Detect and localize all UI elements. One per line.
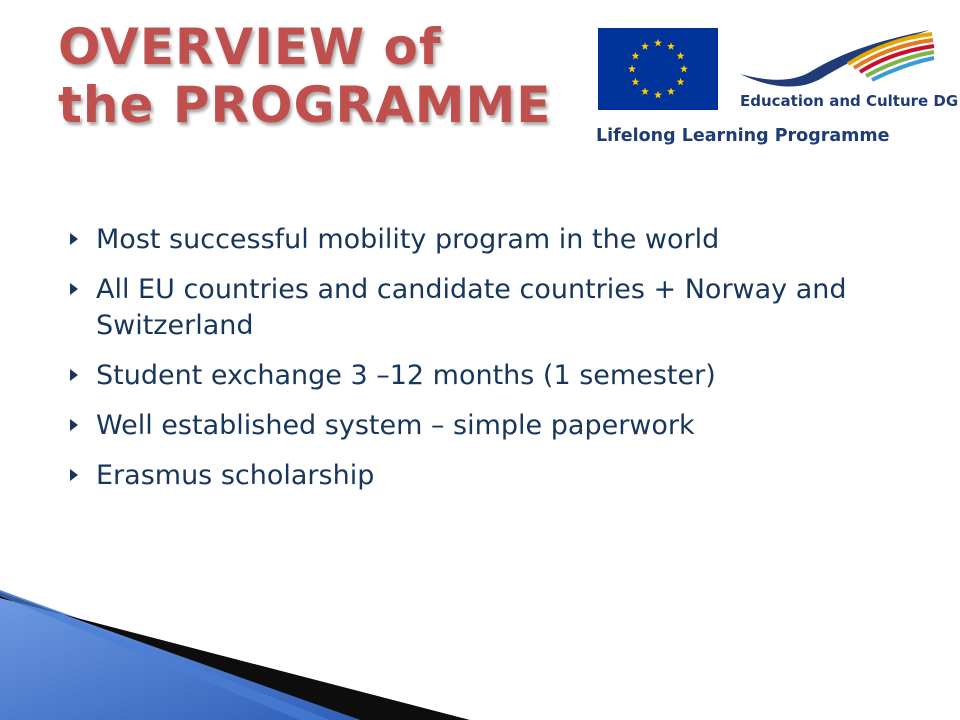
- star-icon: [628, 65, 636, 73]
- corner-decoration: [0, 590, 470, 720]
- triangle-bullet-icon: [70, 283, 78, 295]
- triangle-bullet-icon: [70, 233, 78, 245]
- eu-flag-icon: [598, 28, 718, 110]
- bullet-text: Erasmus scholarship: [96, 460, 375, 491]
- slide-title-line-2: the PROGRAMME: [58, 76, 552, 134]
- slide-title: [58, 18, 551, 134]
- lifelong-learning-logo: [590, 22, 959, 158]
- triangle-bullet-icon: [70, 469, 78, 481]
- star-icon: [631, 78, 639, 86]
- bullet-text: All EU countries and candidate countries + Norway and Switzerland: [96, 274, 847, 341]
- star-icon: [631, 52, 639, 60]
- programme-label: Lifelong Learning Programme: [596, 126, 890, 146]
- bullet-text: Well established system – simple paperwork: [96, 410, 695, 441]
- bullet-text: Student exchange 3 –12 months (1 semester): [96, 360, 716, 391]
- bullet-text: Most successful mobility program in the world: [96, 224, 720, 255]
- bullet-item: [70, 358, 890, 394]
- triangle-bullet-icon: [70, 369, 78, 381]
- star-icon: [677, 52, 685, 60]
- bullet-item: [70, 222, 890, 258]
- eu-stars-circle: [598, 28, 718, 110]
- bullet-item: [70, 272, 890, 344]
- slide-title-line-1: OVERVIEW of: [58, 18, 442, 76]
- star-icon: [654, 91, 662, 99]
- education-culture-dg-mark-icon: [730, 24, 935, 92]
- star-icon: [677, 78, 685, 86]
- bullet-item: [70, 408, 890, 444]
- star-icon: [641, 87, 649, 95]
- star-icon: [654, 39, 662, 47]
- star-icon: [680, 65, 688, 73]
- bullet-item: [70, 458, 890, 494]
- star-icon: [667, 42, 675, 50]
- star-icon: [667, 87, 675, 95]
- triangle-bullet-icon: [70, 419, 78, 431]
- bullet-list: [70, 222, 890, 508]
- dg-label: Education and Culture DG: [740, 92, 959, 110]
- star-icon: [641, 42, 649, 50]
